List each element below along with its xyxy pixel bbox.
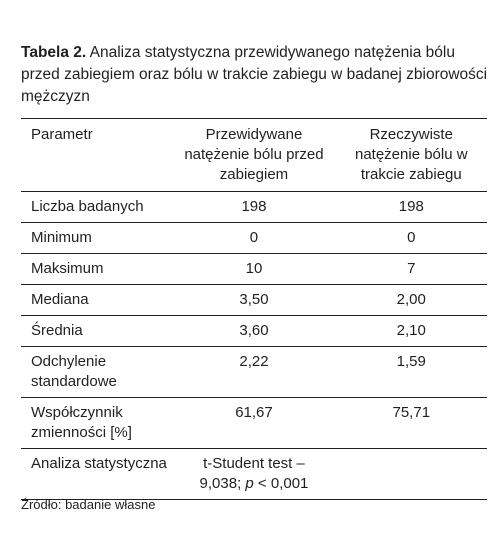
table-row [21,192,487,223]
row-predicted-value: 10 [245,260,263,277]
header-predicted-pain: Przewidywane natężenie bólu przed zabiegiem [184,126,324,183]
row-predicted-value: 2,22 [239,353,269,370]
row-parameter: Średnia [31,322,83,339]
row-actual-value [330,449,487,500]
table-caption [21,42,491,108]
source-footnote: Źródło: badanie własne [21,497,156,512]
row-parameter: Mediana [31,291,89,308]
table-row [21,398,487,449]
row-parameter: Maksimum [31,260,104,277]
row-predicted-value: 0 [249,229,259,246]
row-actual-value: 1,59 [396,353,426,370]
table-header-row [21,119,487,192]
row-predicted-value: 3,50 [239,291,269,308]
table-row [21,254,487,285]
row-actual-value: 2,00 [396,291,426,308]
table-row [21,347,487,398]
row-parameter: Analiza statystyczna [31,455,167,472]
analysis-result-suffix: < 0,001 [253,475,309,492]
table-row [21,285,487,316]
table-row [21,223,487,254]
header-parameter: Parametr [31,126,93,143]
row-predicted-value: 61,67 [235,404,273,421]
p-value-symbol: p [245,475,254,492]
analysis-result-prefix: t-Student test – 9,038; [199,455,305,492]
table-row-analysis [21,449,487,500]
header-actual-pain: Rzeczywiste natężenie bólu w trakcie zabiegu [354,126,468,183]
statistics-table [21,118,487,500]
row-actual-value: 2,10 [396,322,426,339]
row-predicted-value: 3,60 [239,322,269,339]
row-parameter: Współczynnik zmienności [%] [31,404,132,441]
row-actual-value: 0 [407,229,416,246]
row-actual-value: 7 [407,260,416,277]
analysis-result [172,449,329,500]
caption-label: Tabela 2. [21,44,87,61]
row-parameter: Liczba badanych [31,198,144,215]
row-predicted-value: 198 [241,198,267,215]
row-actual-value: 198 [398,198,424,215]
table-row [21,316,487,347]
row-actual-value: 75,71 [392,404,431,421]
caption-text: Analiza statystyczna przewidywanego natężenia bólu przed zabiegiem oraz bólu w trakcie zabiegu w badanej zbiorowości mężczyzn [21,44,488,105]
row-parameter: Minimum [31,229,92,246]
row-parameter: Odchylenie standardowe [31,353,117,390]
